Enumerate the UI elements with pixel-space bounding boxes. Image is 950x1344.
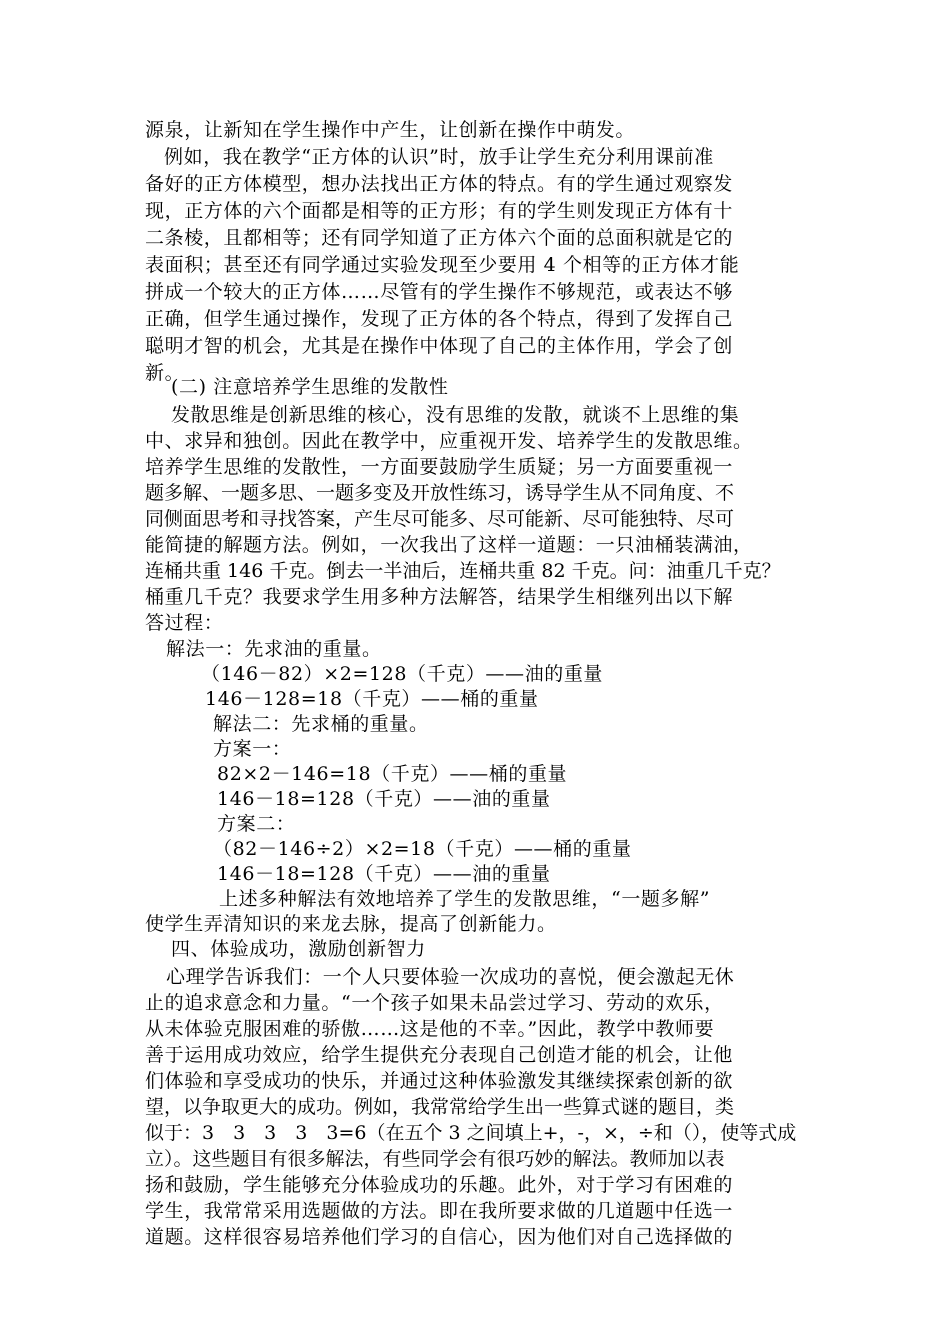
text-line: 同侧面思考和寻找答案，产生尽可能多、尽可能新、尽可能独特、尽可	[145, 508, 735, 530]
text-line: 题多解、一题多思、一题多变及开放性练习，诱导学生从不同角度、不	[145, 482, 735, 504]
text-line: 从未体验克服困难的骄傲……这是他的不幸。”因此，教学中教师要	[145, 1018, 715, 1040]
plan-heading: 方案二：	[217, 813, 296, 835]
text-line: 源泉，让新知在学生操作中产生，让创新在操作中萌发。	[145, 119, 636, 141]
text-line: 连桶共重 146 千克。倒去一半油后，连桶共重 82 千克。问：油重几千克？	[145, 560, 781, 582]
text-line: 使学生弄清知识的来龙去脉，提高了创新能力。	[145, 913, 557, 935]
text-line: 望，以争取更大的成功。例如，我常常给学生出一些算式谜的题目，类	[145, 1096, 735, 1118]
plan-heading: 方案一：	[213, 738, 292, 760]
text-line: 例如，我在教学“正方体的认识”时，放手让学生充分利用课前准	[164, 146, 714, 168]
solution-heading: 解法一：先求油的重量。	[166, 638, 382, 660]
text-line: 表面积；甚至还有同学通过实验发现至少要用 4 个相等的正方体才能	[145, 254, 740, 276]
text-line: 现，正方体的六个面都是相等的正方形；有的学生则发现正方体有十	[145, 200, 734, 222]
text-line: 备好的正方体模型，想办法找出正方体的特点。有的学生通过观察发	[145, 173, 734, 195]
text-line: 发散思维是创新思维的核心，没有思维的发散，就谈不上思维的集	[171, 404, 740, 426]
text-line: 二条棱，且都相等；还有同学知道了正方体六个面的总面积就是它的	[145, 227, 734, 249]
text-line: 学生，我常常采用选题做的方法。即在我所要求做的几道题中任选一	[145, 1200, 734, 1222]
equation-line: （82－146÷2）×2=18（千克）——桶的重量	[213, 838, 632, 860]
solution-heading: 解法二：先求桶的重量。	[213, 713, 429, 735]
equation-line: 146－18=128（千克）——油的重量	[217, 788, 551, 810]
text-line: 桶重几千克？我要求学生用多种方法解答，结果学生相继列出以下解	[145, 586, 734, 608]
text-line: 似于：3 3 3 3 3=6（在五个 3 之间填上+，-，×，÷和（），使等式成	[145, 1122, 797, 1144]
equation-line: （146－82）×2=128（千克）——油的重量	[201, 663, 604, 685]
equation-line: 82×2－146=18（千克）——桶的重量	[217, 763, 568, 785]
text-line: 能简捷的解题方法。例如，一次我出了这样一道题：一只油桶装满油，	[145, 534, 753, 556]
text-line: 止的追求意念和力量。“一个孩子如果未品尝过学习、劳动的欢乐，	[145, 992, 724, 1014]
text-line: 扬和鼓励，学生能够充分体验成功的乐趣。此外，对于学习有困难的	[145, 1174, 734, 1196]
text-line: 中、求异和独创。因此在教学中，应重视开发、培养学生的发散思维。	[145, 430, 753, 452]
text-line: 正确，但学生通过操作，发现了正方体的各个特点，得到了发挥自己	[145, 308, 734, 330]
text-line: 培养学生思维的发散性，一方面要鼓励学生质疑；另一方面要重视一	[145, 456, 734, 478]
equation-line: 146－128=18（千克）——桶的重量	[205, 688, 539, 710]
text-line: 上述多种解法有效地培养了学生的发散思维，“一题多解”	[219, 888, 711, 910]
text-line: 拼成一个较大的正方体……尽管有的学生操作不够规范，或表达不够	[145, 281, 734, 303]
section-heading: (二) 注意培养学生思维的发散性	[171, 376, 449, 398]
text-line: 新。	[145, 362, 185, 384]
text-line: 们体验和享受成功的快乐，并通过这种体验激发其继续探索创新的欲	[145, 1070, 734, 1092]
text-line: 道题。这样很容易培养他们学习的自信心，因为他们对自己选择做的	[145, 1226, 734, 1248]
text-line: 心理学告诉我们：一个人只要体验一次成功的喜悦，便会激起无休	[166, 966, 735, 988]
text-line: 答过程：	[145, 612, 224, 634]
section-heading: 四、体验成功，激励创新智力	[171, 938, 426, 960]
equation-line: 146－18=128（千克）——油的重量	[217, 863, 551, 885]
text-line: 善于运用成功效应，给学生提供充分表现自己创造才能的机会，让他	[145, 1044, 734, 1066]
text-line: 立）。这些题目有很多解法，有些同学会有很巧妙的解法。教师加以表	[145, 1148, 725, 1170]
text-line: 聪明才智的机会，尤其是在操作中体现了自己的主体作用，学会了创	[145, 335, 734, 357]
